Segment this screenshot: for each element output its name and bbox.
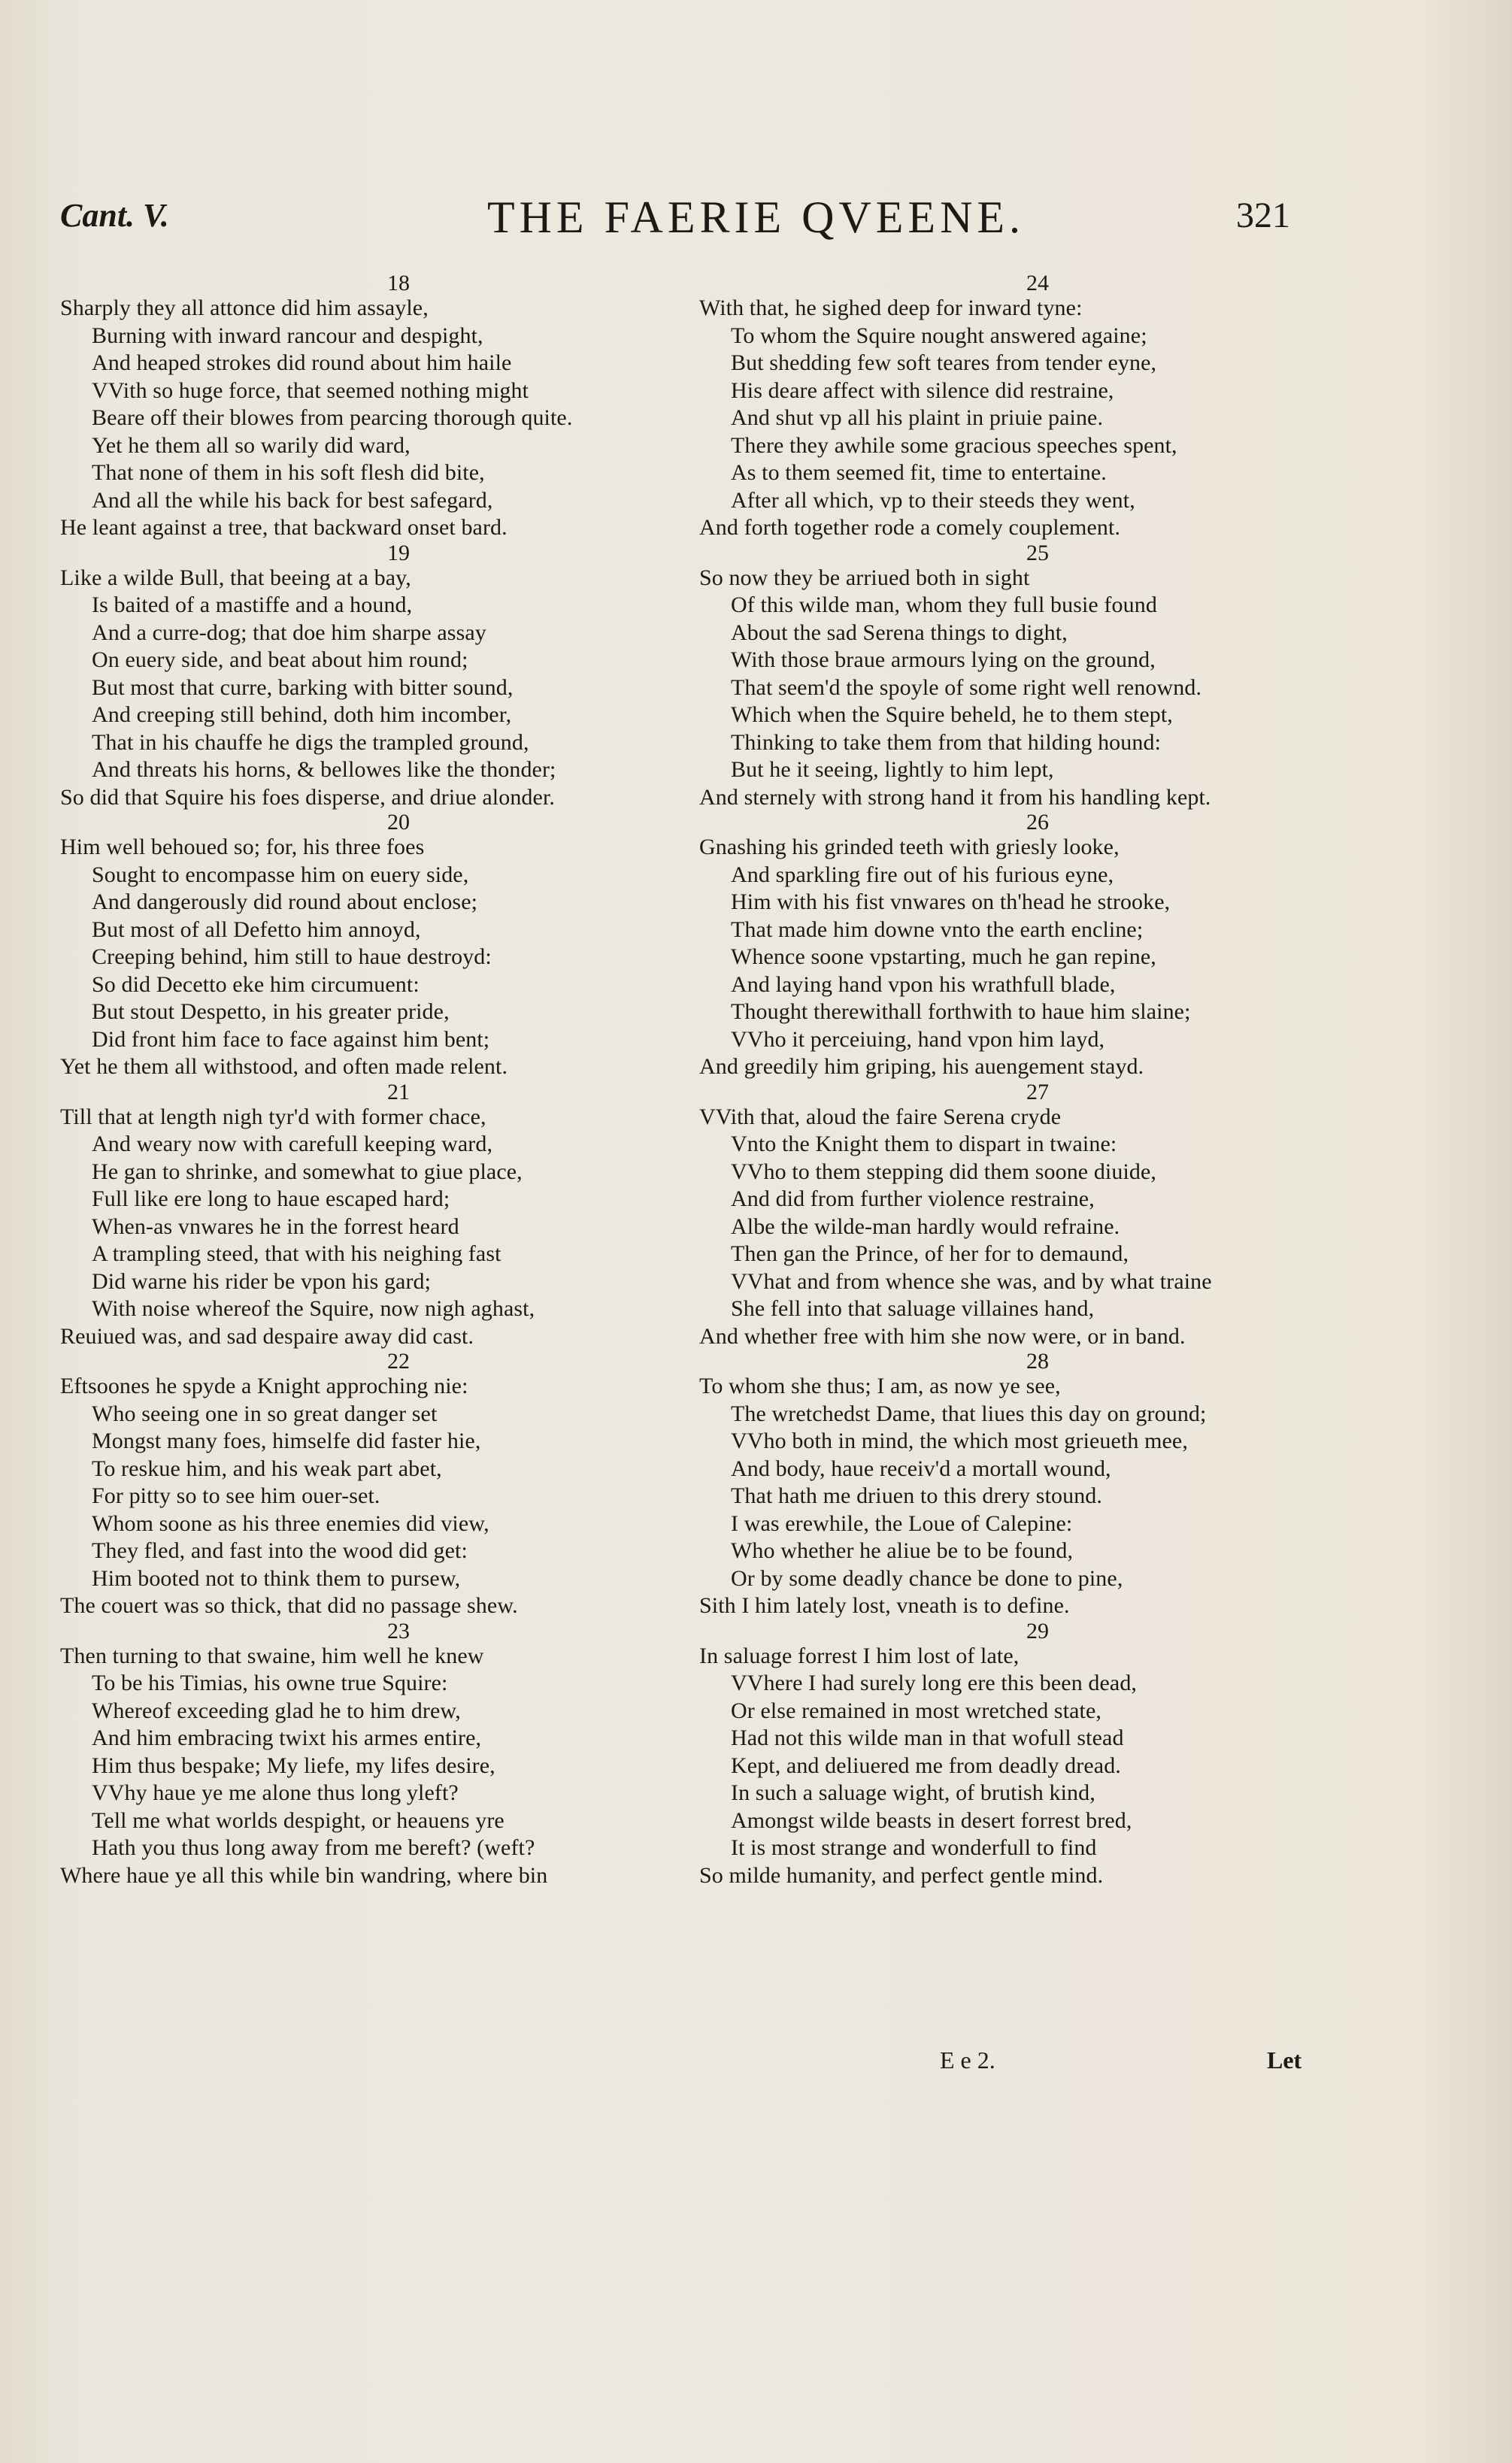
stanza-number: 22 xyxy=(387,1349,410,1374)
verse-line: VVith so huge force, that seemed nothing might xyxy=(92,377,529,403)
verse-line: Like a wilde Bull, that beeing at a bay, xyxy=(60,565,411,590)
verse-line: Thinking to take them from that hilding hound: xyxy=(731,729,1162,755)
stanza xyxy=(60,542,707,812)
verse-line: On euery side, and beat about him round; xyxy=(92,647,468,672)
verse-line: And did from further violence restraine, xyxy=(731,1186,1095,1211)
stanza xyxy=(699,542,1346,812)
verse-line: But most that curre, barking with bitter sound, xyxy=(92,674,514,700)
verse-line: As to them seemed fit, time to entertaine. xyxy=(731,460,1107,485)
verse-line: Or by some deadly chance be done to pine, xyxy=(731,1565,1123,1591)
verse-line: Mongst many foes, himselfe did faster hie, xyxy=(92,1428,481,1453)
stanza xyxy=(60,1081,707,1351)
verse-line: And weary now with carefull keeping ward, xyxy=(92,1132,493,1156)
verse-line: Sith I him lately lost, vneath is to define. xyxy=(699,1593,1070,1618)
verse-line: It is most strange and wonderfull to find xyxy=(731,1835,1097,1860)
verse-line: Had not this wilde man in that wofull stead xyxy=(731,1725,1124,1750)
verse-line: He gan to shrinke, and somewhat to giue place, xyxy=(92,1159,523,1184)
verse-line: Is baited of a mastiffe and a hound, xyxy=(92,592,413,617)
verse-line: Whence soone vpstarting, much he gan repine, xyxy=(731,944,1156,969)
verse-line: Him booted not to think them to pursew, xyxy=(92,1565,461,1591)
verse-line: Yet he them all withstood, and often made relent. xyxy=(60,1054,508,1079)
verse-line: Then turning to that swaine, him well he knew xyxy=(60,1643,484,1668)
verse-line: So now they be arriued both in sight xyxy=(699,565,1030,590)
stanza xyxy=(699,1350,1346,1620)
verse-line: That in his chauffe he digs the trampled ground, xyxy=(92,729,529,755)
page-title: THE FAERIE QVEENE. xyxy=(486,192,1026,242)
verse-line: With noise whereof the Squire, now nigh aghast, xyxy=(92,1296,535,1321)
stanza-number: 24 xyxy=(1026,271,1049,295)
verse-line: Sought to encompasse him on euery side, xyxy=(92,862,469,887)
verse-line: To whom she thus; I am, as now ye see, xyxy=(699,1374,1061,1398)
verse-line: And forth together rode a comely couplement. xyxy=(699,515,1121,540)
verse-line: And shut vp all his plaint in priuie paine. xyxy=(731,405,1104,430)
verse-line: Gnashing his grinded teeth with griesly looke, xyxy=(699,835,1120,859)
stanza xyxy=(60,272,707,542)
verse-line: A trampling steed, that with his neighing fast xyxy=(92,1241,501,1266)
verse-line: And sternely with strong hand it from his handling kept. xyxy=(699,784,1211,810)
verse-line: And sparkling fire out of his furious eyne, xyxy=(731,862,1114,887)
verse-line: VVhere I had surely long ere this been dead, xyxy=(731,1671,1138,1695)
verse-line: Did front him face to face against him bent; xyxy=(92,1026,490,1052)
stanza xyxy=(60,1350,707,1620)
verse-line: VVho to them stepping did them soone diuide, xyxy=(731,1159,1157,1184)
stanza-number: 19 xyxy=(387,540,410,565)
left-column xyxy=(60,272,707,1889)
stanza-number: 25 xyxy=(1026,540,1049,565)
stanza xyxy=(60,811,707,1081)
verse-line: Who seeing one in so great danger set xyxy=(92,1401,438,1426)
verse-line: Full like ere long to haue escaped hard; xyxy=(92,1186,450,1211)
stanza-number: 27 xyxy=(1026,1079,1049,1104)
verse-line: And greedily him griping, his auengement stayd. xyxy=(699,1054,1144,1079)
verse-line: So milde humanity, and perfect gentle mind. xyxy=(699,1862,1104,1888)
verse-line: They fled, and fast into the wood did get: xyxy=(92,1538,468,1563)
verse-line: The couert was so thick, that did no passage shew. xyxy=(60,1593,518,1618)
verse-line: Kept, and deliuered me from deadly dread. xyxy=(731,1753,1121,1778)
verse-line: But he it seeing, lightly to him lept, xyxy=(731,757,1054,782)
verse-line: Thought therewithall forthwith to haue him slaine; xyxy=(731,999,1191,1024)
right-column xyxy=(699,272,1346,1889)
stanza xyxy=(699,272,1346,542)
running-head xyxy=(0,192,1512,252)
verse-line: Him thus bespake; My liefe, my lifes desire, xyxy=(92,1753,495,1778)
verse-line: That none of them in his soft flesh did bite, xyxy=(92,460,485,485)
verse-line: Which when the Squire beheld, he to them stept, xyxy=(731,702,1173,727)
verse-line: For pitty so to see him ouer-set. xyxy=(92,1483,380,1508)
verse-line: Him well behoued so; for, his three foes xyxy=(60,835,425,859)
verse-line: Amongst wilde beasts in desert forrest bred, xyxy=(731,1807,1132,1833)
verse-line: And body, haue receiv'd a mortall wound, xyxy=(731,1456,1111,1481)
verse-line: When-as vnwares he in the forrest heard xyxy=(92,1213,459,1239)
stanza xyxy=(60,1620,707,1890)
verse-line: His deare affect with silence did restraine, xyxy=(731,377,1114,403)
stanza-number: 29 xyxy=(1026,1618,1049,1644)
verse-line: Whom soone as his three enemies did view, xyxy=(92,1510,489,1536)
verse-line: Creeping behind, him still to haue destroyd: xyxy=(92,944,492,969)
verse-line: In saluage forrest I him lost of late, xyxy=(699,1643,1020,1668)
verse-line: That made him downe vnto the earth encline; xyxy=(731,916,1144,942)
verse-line: So did that Squire his foes disperse, and driue alonder. xyxy=(60,784,555,810)
verse-line: And laying hand vpon his wrathfull blade, xyxy=(731,971,1116,997)
verse-line: I was erewhile, the Loue of Calepine: xyxy=(731,1510,1073,1536)
verse-line: About the sad Serena things to dight, xyxy=(731,620,1068,645)
verse-line: And threats his horns, & bellowes like the thonder; xyxy=(92,757,556,782)
verse-line: Tell me what worlds despight, or heauens yre xyxy=(92,1807,505,1833)
verse-line: Burning with inward rancour and despight, xyxy=(92,323,483,348)
verse-line: Hath you thus long away from me bereft? (weft? xyxy=(92,1835,535,1860)
verse-line: Reuiued was, and sad despaire away did cast. xyxy=(60,1323,474,1349)
verse-line: Sharply they all attonce did him assayle, xyxy=(60,295,429,320)
verse-line: Where haue ye all this while bin wandring, where bin xyxy=(60,1862,548,1888)
verse-line: To reskue him, and his weak part abet, xyxy=(92,1456,442,1481)
verse-line: She fell into that saluage villaines hand, xyxy=(731,1296,1095,1321)
signature-mark: E e 2. xyxy=(940,2046,995,2074)
stanza-number: 20 xyxy=(387,810,410,835)
verse-line: Who whether he aliue be to be found, xyxy=(731,1538,1074,1563)
verse-line: That hath me driuen to this drery stound. xyxy=(731,1483,1103,1508)
canto-label: Cant. V. xyxy=(60,197,169,234)
stanza xyxy=(699,1081,1346,1351)
verse-line: And a curre-dog; that doe him sharpe assay xyxy=(92,620,486,645)
verse-line: With that, he sighed deep for inward tyne: xyxy=(699,295,1083,320)
page-number: 321 xyxy=(1236,195,1290,235)
stanza-number: 26 xyxy=(1026,810,1049,835)
verse-line: Albe the wilde-man hardly would refraine. xyxy=(731,1213,1120,1239)
verse-line: And him embracing twixt his armes entire, xyxy=(92,1725,482,1750)
verse-line: So did Decetto eke him circumuent: xyxy=(92,971,420,997)
stanza-number: 23 xyxy=(387,1618,410,1644)
verse-line: Till that at length nigh tyr'd with former chace, xyxy=(60,1104,486,1129)
verse-line: That seem'd the spoyle of some right well renownd. xyxy=(731,674,1202,700)
verse-line: The wretchedst Dame, that liues this day on ground; xyxy=(731,1401,1207,1426)
verse-line: With those braue armours lying on the ground, xyxy=(731,647,1156,672)
verse-line: Yet he them all so warily did ward, xyxy=(92,432,411,458)
verse-line: To whom the Squire nought answered againe; xyxy=(731,323,1147,348)
verse-line: VVith that, aloud the faire Serena cryde xyxy=(699,1104,1062,1129)
verse-line: But shedding few soft teares from tender eyne, xyxy=(731,350,1157,375)
verse-line: VVho it perceiuing, hand vpon him layd, xyxy=(731,1026,1105,1052)
stanza xyxy=(699,811,1346,1081)
verse-line: Eftsoones he spyde a Knight approching nie: xyxy=(60,1374,468,1398)
verse-line: And creeping still behind, doth him incomber, xyxy=(92,702,512,727)
verse-line: Then gan the Prince, of her for to demaund, xyxy=(731,1241,1129,1266)
verse-line: And dangerously did round about enclose; xyxy=(92,889,478,914)
verse-line: But stout Despetto, in his greater pride, xyxy=(92,999,450,1024)
verse-line: And whether free with him she now were, or in band. xyxy=(699,1323,1186,1349)
stanza-number: 28 xyxy=(1026,1349,1049,1374)
verse-line: Beare off their blowes from pearcing thorough quite. xyxy=(92,405,573,430)
verse-line: Or else remained in most wretched state, xyxy=(731,1698,1101,1723)
verse-line: Whereof exceeding glad he to him drew, xyxy=(92,1698,461,1723)
stanza xyxy=(699,1620,1346,1890)
verse-line: VVho both in mind, the which most grieueth mee, xyxy=(731,1428,1188,1453)
verse-line: Of this wilde man, whom they full busie found xyxy=(731,592,1157,617)
verse-line: Did warne his rider be vpon his gard; xyxy=(92,1268,432,1294)
verse-line: And all the while his back for best safegard, xyxy=(92,487,493,513)
stanza-number: 18 xyxy=(387,271,410,295)
verse-line: VVhat and from whence she was, and by what traine xyxy=(731,1268,1212,1294)
verse-line: He leant against a tree, that backward onset bard. xyxy=(60,515,508,540)
stanza-number: 21 xyxy=(387,1079,410,1104)
verse-line: There they awhile some gracious speeches spent, xyxy=(731,432,1177,458)
verse-line: After all which, vp to their steeds they went, xyxy=(731,487,1135,513)
verse-line: And heaped strokes did round about him haile xyxy=(92,350,512,375)
verse-line: To be his Timias, his owne true Squire: xyxy=(92,1671,448,1695)
verse-line: VVhy haue ye me alone thus long yleft? xyxy=(92,1780,459,1805)
verse-line: In such a saluage wight, of brutish kind, xyxy=(731,1780,1095,1805)
verse-line: But most of all Defetto him annoyd, xyxy=(92,916,421,942)
verse-line: Vnto the Knight them to dispart in twaine: xyxy=(731,1132,1117,1156)
catchword: Let xyxy=(1267,2046,1302,2074)
verse-line: Him with his fist vnwares on th'head he strooke, xyxy=(731,889,1171,914)
